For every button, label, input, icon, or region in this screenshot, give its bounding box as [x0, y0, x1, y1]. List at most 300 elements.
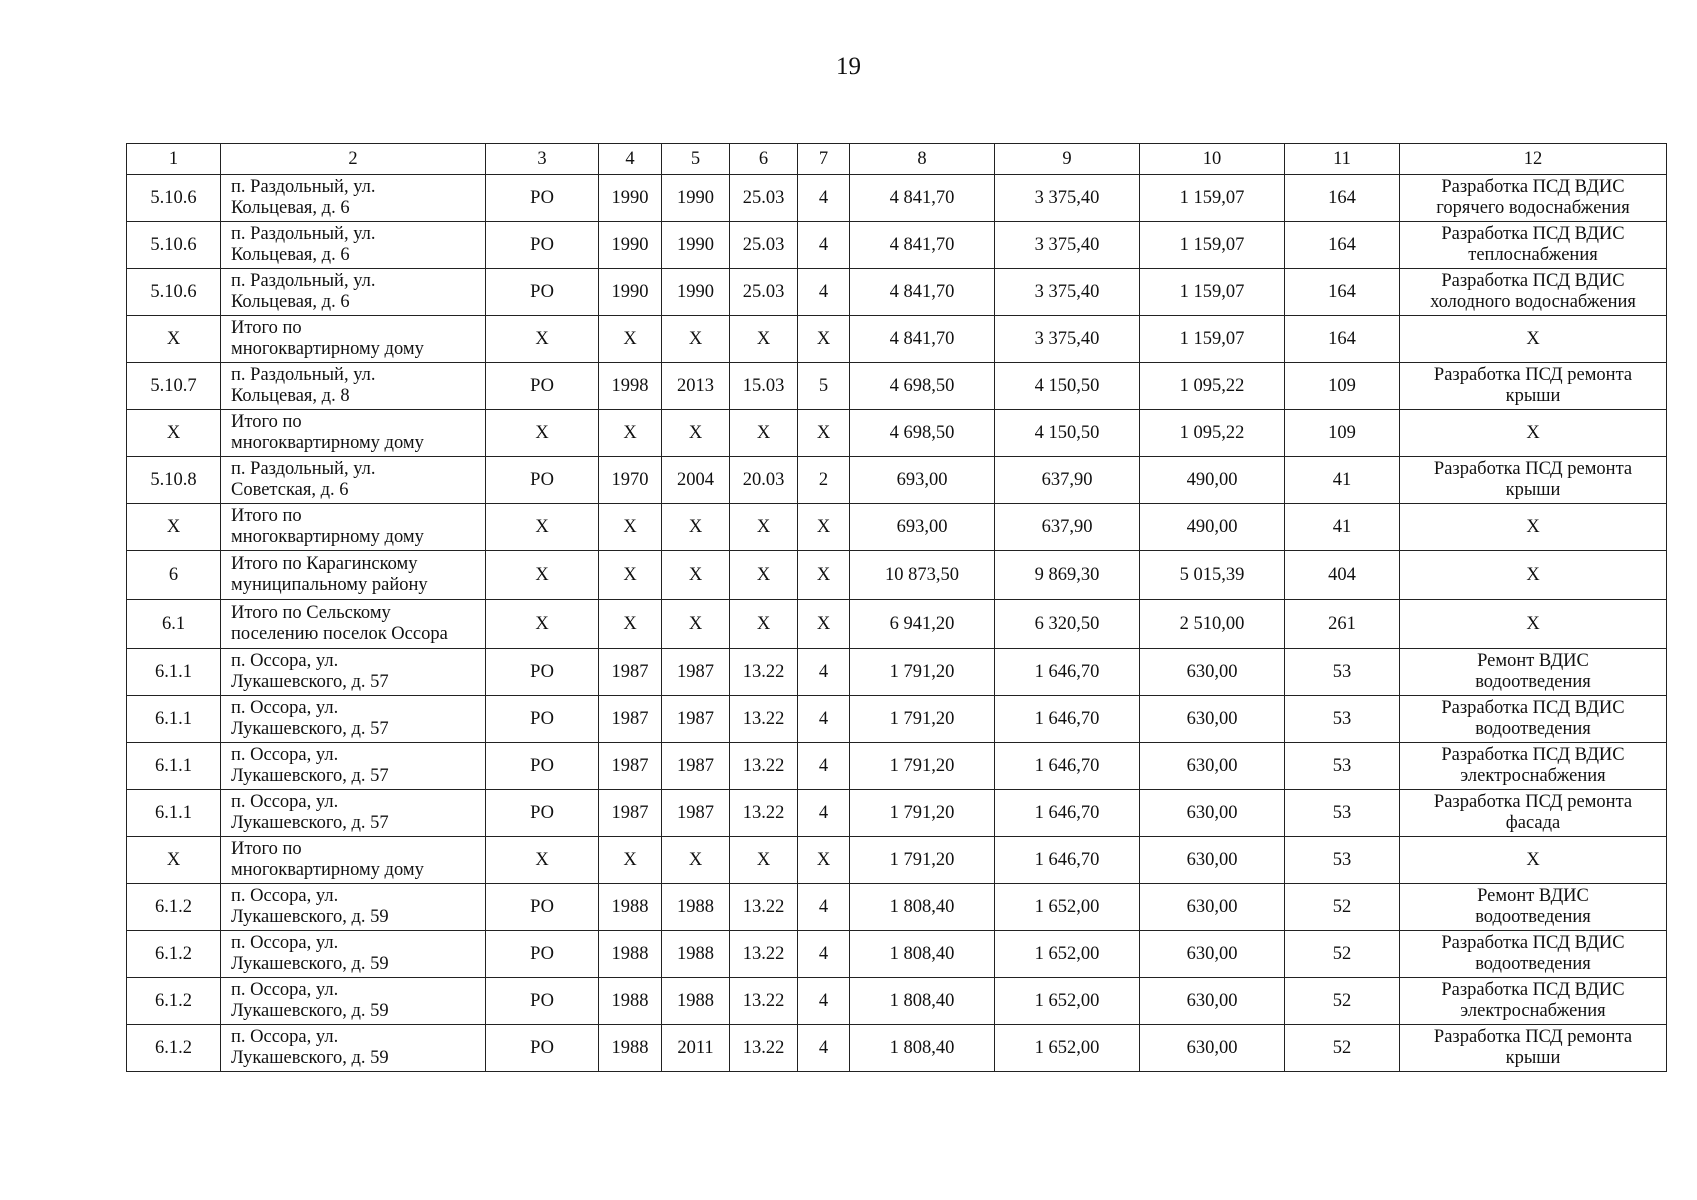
wall-material-cell: 15.03: [730, 363, 798, 410]
year-built-cell: Х: [599, 316, 662, 363]
column-number-12: 12: [1400, 144, 1667, 175]
floors-cell: 4: [798, 222, 850, 269]
year-renovated-cell: Х: [662, 316, 730, 363]
owner-type-cell: РО: [486, 457, 599, 504]
year-built-cell: Х: [599, 837, 662, 884]
residents-cell: 41: [1285, 457, 1400, 504]
wall-material-cell: 13.22: [730, 884, 798, 931]
residential-area-cell: 1 646,70: [995, 837, 1140, 884]
table-row: [127, 837, 1667, 884]
address-line-1: п. Оссора, ул.: [231, 651, 339, 671]
total-area-cell: 1 808,40: [850, 931, 995, 978]
owner-type-cell: Х: [486, 600, 599, 649]
residents-cell: 52: [1285, 978, 1400, 1025]
work-type-line-1: Разработка ПСД ВДИС: [1441, 698, 1625, 718]
page-number: 19: [836, 53, 861, 80]
address-line-2: Лукашевского, д. 57: [231, 719, 389, 739]
nonresidential-area-cell: 630,00: [1140, 884, 1285, 931]
wall-material-cell: 20.03: [730, 457, 798, 504]
work-type-line-1: Х: [1526, 849, 1540, 870]
work-type-line-2: водоотведения: [1475, 907, 1591, 927]
work-type-cell: [1400, 884, 1667, 931]
owner-type-cell: Х: [486, 504, 599, 551]
work-type-line-2: фасада: [1505, 813, 1561, 833]
total-area-cell: 4 698,50: [850, 363, 995, 410]
work-type-line-1: Разработка ПСД ремонта: [1433, 792, 1633, 812]
wall-material-cell: 25.03: [730, 175, 798, 222]
work-type-line-2: крыши: [1505, 480, 1561, 500]
year-built-cell: 1988: [599, 931, 662, 978]
nonresidential-area-cell: 1 159,07: [1140, 222, 1285, 269]
address-cell: [221, 551, 486, 600]
residential-area-cell: 637,90: [995, 504, 1140, 551]
address-cell: [221, 1025, 486, 1072]
year-renovated-cell: 1988: [662, 978, 730, 1025]
residents-cell: 109: [1285, 410, 1400, 457]
address-line-2: Лукашевского, д. 57: [231, 672, 389, 692]
address-line-2: Лукашевского, д. 59: [231, 954, 389, 974]
work-type-line-1: Х: [1526, 613, 1540, 634]
address-line-2: Лукашевского, д. 57: [231, 766, 389, 786]
row-number-cell: 6.1.2: [127, 931, 221, 978]
table-row: [127, 600, 1667, 649]
floors-cell: Х: [798, 504, 850, 551]
nonresidential-area-cell: 1 159,07: [1140, 175, 1285, 222]
column-number-1: 1: [127, 144, 221, 175]
wall-material-cell: 13.22: [730, 743, 798, 790]
owner-type-cell: РО: [486, 269, 599, 316]
year-renovated-cell: 1990: [662, 269, 730, 316]
table-row: [127, 931, 1667, 978]
residential-area-cell: 637,90: [995, 457, 1140, 504]
wall-material-cell: Х: [730, 316, 798, 363]
row-number-cell: 6.1.1: [127, 743, 221, 790]
address-cell: [221, 504, 486, 551]
total-area-cell: 4 841,70: [850, 269, 995, 316]
wall-material-cell: Х: [730, 600, 798, 649]
work-type-line-1: Х: [1526, 328, 1540, 349]
row-number-cell: 5.10.6: [127, 269, 221, 316]
total-area-cell: 693,00: [850, 457, 995, 504]
work-type-line-1: Разработка ПСД ВДИС: [1441, 745, 1625, 765]
year-built-cell: 1987: [599, 649, 662, 696]
work-type-line-1: Разработка ПСД ремонта: [1433, 459, 1633, 479]
address-line-2: Лукашевского, д. 59: [231, 907, 389, 927]
residential-area-cell: 4 150,50: [995, 410, 1140, 457]
year-renovated-cell: Х: [662, 551, 730, 600]
address-cell: [221, 696, 486, 743]
year-renovated-cell: Х: [662, 837, 730, 884]
residents-cell: 261: [1285, 600, 1400, 649]
address-cell: [221, 978, 486, 1025]
total-area-cell: 6 941,20: [850, 600, 995, 649]
row-number-cell: Х: [127, 316, 221, 363]
floors-cell: Х: [798, 600, 850, 649]
year-built-cell: 1970: [599, 457, 662, 504]
residents-cell: 109: [1285, 363, 1400, 410]
work-type-line-1: Разработка ПСД ВДИС: [1441, 933, 1625, 953]
address-line-2: многоквартирному дому: [231, 527, 424, 547]
floors-cell: Х: [798, 316, 850, 363]
floors-cell: 4: [798, 696, 850, 743]
wall-material-cell: 25.03: [730, 269, 798, 316]
work-type-line-2: холодного водоснабжения: [1430, 292, 1636, 312]
column-number-5: 5: [662, 144, 730, 175]
year-built-cell: 1987: [599, 743, 662, 790]
address-cell: [221, 649, 486, 696]
address-line-1: п. Раздольный, ул.: [231, 224, 376, 244]
year-renovated-cell: 1990: [662, 222, 730, 269]
nonresidential-area-cell: 630,00: [1140, 837, 1285, 884]
address-line-2: Кольцевая, д. 8: [231, 386, 350, 406]
floors-cell: Х: [798, 410, 850, 457]
work-type-line-2: электроснабжения: [1460, 766, 1606, 786]
year-renovated-cell: 1987: [662, 649, 730, 696]
owner-type-cell: РО: [486, 363, 599, 410]
address-line-1: п. Оссора, ул.: [231, 1027, 339, 1047]
address-cell: [221, 931, 486, 978]
floors-cell: 4: [798, 269, 850, 316]
address-line-1: Итого по Сельскому: [231, 603, 391, 623]
row-number-cell: 6.1.2: [127, 1025, 221, 1072]
column-number-4: 4: [599, 144, 662, 175]
work-type-cell: [1400, 931, 1667, 978]
row-number-cell: Х: [127, 837, 221, 884]
nonresidential-area-cell: 5 015,39: [1140, 551, 1285, 600]
row-number-cell: 6.1.2: [127, 978, 221, 1025]
work-type-cell: [1400, 175, 1667, 222]
work-type-cell: [1400, 504, 1667, 551]
owner-type-cell: РО: [486, 884, 599, 931]
nonresidential-area-cell: 630,00: [1140, 978, 1285, 1025]
residents-cell: 164: [1285, 175, 1400, 222]
column-number-3: 3: [486, 144, 599, 175]
work-type-cell: [1400, 1025, 1667, 1072]
year-built-cell: 1987: [599, 696, 662, 743]
work-type-cell: [1400, 363, 1667, 410]
nonresidential-area-cell: 2 510,00: [1140, 600, 1285, 649]
residents-cell: 404: [1285, 551, 1400, 600]
floors-cell: 4: [798, 884, 850, 931]
address-line-2: Лукашевского, д. 59: [231, 1001, 389, 1021]
address-line-1: Итого по: [231, 839, 302, 859]
floors-cell: 4: [798, 978, 850, 1025]
work-type-line-1: Х: [1526, 516, 1540, 537]
owner-type-cell: Х: [486, 551, 599, 600]
column-number-11: 11: [1285, 144, 1400, 175]
work-type-cell: [1400, 410, 1667, 457]
floors-cell: 4: [798, 175, 850, 222]
address-line-1: Итого по: [231, 318, 302, 338]
owner-type-cell: РО: [486, 1025, 599, 1072]
owner-type-cell: РО: [486, 222, 599, 269]
year-renovated-cell: 2011: [662, 1025, 730, 1072]
table-row: [127, 269, 1667, 316]
work-type-line-2: водоотведения: [1475, 719, 1591, 739]
total-area-cell: 4 841,70: [850, 175, 995, 222]
residents-cell: 53: [1285, 790, 1400, 837]
year-renovated-cell: Х: [662, 600, 730, 649]
work-type-cell: [1400, 457, 1667, 504]
nonresidential-area-cell: 630,00: [1140, 1025, 1285, 1072]
residential-area-cell: 3 375,40: [995, 175, 1140, 222]
residents-cell: 53: [1285, 696, 1400, 743]
work-type-line-1: Разработка ПСД ремонта: [1433, 365, 1633, 385]
address-line-2: Кольцевая, д. 6: [231, 292, 350, 312]
year-built-cell: 1990: [599, 175, 662, 222]
work-type-line-2: крыши: [1505, 386, 1561, 406]
work-type-cell: [1400, 743, 1667, 790]
table-row: [127, 551, 1667, 600]
year-built-cell: 1987: [599, 790, 662, 837]
residential-area-cell: 1 646,70: [995, 649, 1140, 696]
column-number-9: 9: [995, 144, 1140, 175]
wall-material-cell: Х: [730, 837, 798, 884]
year-renovated-cell: Х: [662, 504, 730, 551]
year-built-cell: Х: [599, 410, 662, 457]
wall-material-cell: Х: [730, 410, 798, 457]
residential-area-cell: 6 320,50: [995, 600, 1140, 649]
address-line-1: п. Раздольный, ул.: [231, 177, 376, 197]
residents-cell: 53: [1285, 649, 1400, 696]
column-number-7: 7: [798, 144, 850, 175]
year-renovated-cell: 1987: [662, 743, 730, 790]
row-number-cell: 5.10.6: [127, 175, 221, 222]
floors-cell: 2: [798, 457, 850, 504]
total-area-cell: 1 791,20: [850, 790, 995, 837]
residential-area-cell: 3 375,40: [995, 269, 1140, 316]
residential-area-cell: 9 869,30: [995, 551, 1140, 600]
address-cell: [221, 457, 486, 504]
work-type-cell: [1400, 790, 1667, 837]
work-type-line-1: Разработка ПСД ВДИС: [1441, 224, 1625, 244]
table-row: [127, 457, 1667, 504]
total-area-cell: 1 791,20: [850, 696, 995, 743]
owner-type-cell: РО: [486, 696, 599, 743]
address-line-2: Советская, д. 6: [231, 480, 349, 500]
work-type-cell: [1400, 978, 1667, 1025]
year-built-cell: Х: [599, 551, 662, 600]
column-number-6: 6: [730, 144, 798, 175]
address-cell: [221, 269, 486, 316]
floors-cell: 4: [798, 790, 850, 837]
total-area-cell: 4 698,50: [850, 410, 995, 457]
residential-area-cell: 1 652,00: [995, 978, 1140, 1025]
work-type-cell: [1400, 600, 1667, 649]
work-type-line-1: Х: [1526, 422, 1540, 443]
address-line-1: п. Раздольный, ул.: [231, 365, 376, 385]
year-built-cell: 1988: [599, 1025, 662, 1072]
total-area-cell: 1 808,40: [850, 978, 995, 1025]
year-built-cell: 1988: [599, 884, 662, 931]
floors-cell: 5: [798, 363, 850, 410]
residents-cell: 52: [1285, 884, 1400, 931]
owner-type-cell: РО: [486, 743, 599, 790]
table-body: [127, 175, 1667, 1072]
year-renovated-cell: 1988: [662, 884, 730, 931]
total-area-cell: 693,00: [850, 504, 995, 551]
total-area-cell: 1 791,20: [850, 649, 995, 696]
table-row: [127, 884, 1667, 931]
address-line-1: п. Оссора, ул.: [231, 980, 339, 1000]
year-built-cell: 1988: [599, 978, 662, 1025]
table-row: [127, 1025, 1667, 1072]
address-cell: [221, 175, 486, 222]
nonresidential-area-cell: 630,00: [1140, 743, 1285, 790]
work-type-line-2: водоотведения: [1475, 672, 1591, 692]
address-cell: [221, 363, 486, 410]
row-number-cell: 6.1.1: [127, 649, 221, 696]
residents-cell: 164: [1285, 269, 1400, 316]
owner-type-cell: Х: [486, 410, 599, 457]
address-line-2: Лукашевского, д. 59: [231, 1048, 389, 1068]
nonresidential-area-cell: 490,00: [1140, 457, 1285, 504]
table-row: [127, 222, 1667, 269]
work-type-cell: [1400, 316, 1667, 363]
nonresidential-area-cell: 1 095,22: [1140, 363, 1285, 410]
residential-area-cell: 4 150,50: [995, 363, 1140, 410]
row-number-cell: 6.1.1: [127, 790, 221, 837]
row-number-cell: 6.1.2: [127, 884, 221, 931]
row-number-cell: 6.1: [127, 600, 221, 649]
year-renovated-cell: 2013: [662, 363, 730, 410]
address-line-2: муниципальному району: [231, 575, 428, 595]
table-row: [127, 316, 1667, 363]
row-number-cell: 5.10.8: [127, 457, 221, 504]
nonresidential-area-cell: 630,00: [1140, 790, 1285, 837]
owner-type-cell: РО: [486, 175, 599, 222]
address-line-1: Итого по: [231, 506, 302, 526]
work-type-cell: [1400, 269, 1667, 316]
wall-material-cell: 13.22: [730, 1025, 798, 1072]
total-area-cell: 4 841,70: [850, 316, 995, 363]
year-built-cell: Х: [599, 504, 662, 551]
wall-material-cell: 13.22: [730, 931, 798, 978]
work-type-line-2: горячего водоснабжения: [1436, 198, 1630, 218]
work-type-cell: [1400, 649, 1667, 696]
address-line-1: Итого по Карагинскому: [231, 554, 418, 574]
residential-area-cell: 1 652,00: [995, 931, 1140, 978]
address-cell: [221, 743, 486, 790]
column-number-10: 10: [1140, 144, 1285, 175]
nonresidential-area-cell: 1 159,07: [1140, 316, 1285, 363]
address-line-1: п. Оссора, ул.: [231, 886, 339, 906]
address-line-1: п. Оссора, ул.: [231, 698, 339, 718]
wall-material-cell: 25.03: [730, 222, 798, 269]
table-row: [127, 363, 1667, 410]
row-number-cell: 5.10.6: [127, 222, 221, 269]
work-type-line-1: Разработка ПСД ремонта: [1433, 1027, 1633, 1047]
wall-material-cell: 13.22: [730, 978, 798, 1025]
work-type-line-1: Разработка ПСД ВДИС: [1441, 271, 1625, 291]
row-number-cell: Х: [127, 504, 221, 551]
total-area-cell: 1 808,40: [850, 884, 995, 931]
residents-cell: 53: [1285, 743, 1400, 790]
floors-cell: Х: [798, 551, 850, 600]
address-line-1: п. Раздольный, ул.: [231, 271, 376, 291]
year-renovated-cell: 1988: [662, 931, 730, 978]
work-type-line-2: теплоснабжения: [1468, 245, 1598, 265]
work-type-cell: [1400, 551, 1667, 600]
year-renovated-cell: 2004: [662, 457, 730, 504]
address-line-2: многоквартирному дому: [231, 433, 424, 453]
address-line-1: п. Оссора, ул.: [231, 745, 339, 765]
floors-cell: Х: [798, 837, 850, 884]
address-cell: [221, 790, 486, 837]
year-renovated-cell: 1987: [662, 790, 730, 837]
work-type-line-1: Разработка ПСД ВДИС: [1441, 177, 1625, 197]
column-number-2: 2: [221, 144, 486, 175]
wall-material-cell: 13.22: [730, 696, 798, 743]
address-line-2: многоквартирному дому: [231, 860, 424, 880]
wall-material-cell: 13.22: [730, 790, 798, 837]
address-cell: [221, 884, 486, 931]
owner-type-cell: РО: [486, 931, 599, 978]
year-built-cell: Х: [599, 600, 662, 649]
owner-type-cell: РО: [486, 978, 599, 1025]
year-renovated-cell: 1990: [662, 175, 730, 222]
residential-area-cell: 3 375,40: [995, 316, 1140, 363]
work-type-cell: [1400, 837, 1667, 884]
wall-material-cell: Х: [730, 551, 798, 600]
row-number-cell: 6.1.1: [127, 696, 221, 743]
table-row: [127, 978, 1667, 1025]
total-area-cell: 1 791,20: [850, 837, 995, 884]
table-row: [127, 410, 1667, 457]
table-row: [127, 743, 1667, 790]
total-area-cell: 1 808,40: [850, 1025, 995, 1072]
floors-cell: 4: [798, 743, 850, 790]
nonresidential-area-cell: 1 095,22: [1140, 410, 1285, 457]
owner-type-cell: Х: [486, 316, 599, 363]
wall-material-cell: 13.22: [730, 649, 798, 696]
owner-type-cell: Х: [486, 837, 599, 884]
floors-cell: 4: [798, 649, 850, 696]
owner-type-cell: РО: [486, 649, 599, 696]
nonresidential-area-cell: 1 159,07: [1140, 269, 1285, 316]
work-type-line-1: Разработка ПСД ВДИС: [1441, 980, 1625, 1000]
address-line-1: п. Раздольный, ул.: [231, 459, 376, 479]
address-line-2: многоквартирному дому: [231, 339, 424, 359]
address-line-1: п. Оссора, ул.: [231, 933, 339, 953]
total-area-cell: 4 841,70: [850, 222, 995, 269]
residential-area-cell: 1 652,00: [995, 1025, 1140, 1072]
total-area-cell: 1 791,20: [850, 743, 995, 790]
floors-cell: 4: [798, 931, 850, 978]
address-line-2: Лукашевского, д. 57: [231, 813, 389, 833]
address-cell: [221, 837, 486, 884]
row-number-cell: Х: [127, 410, 221, 457]
work-type-line-2: водоотведения: [1475, 954, 1591, 974]
table-header-row: [127, 144, 1667, 175]
work-type-line-2: крыши: [1505, 1048, 1561, 1068]
nonresidential-area-cell: 490,00: [1140, 504, 1285, 551]
residents-cell: 164: [1285, 222, 1400, 269]
table-row: [127, 696, 1667, 743]
nonresidential-area-cell: 630,00: [1140, 649, 1285, 696]
residents-cell: 41: [1285, 504, 1400, 551]
residential-area-cell: 1 646,70: [995, 743, 1140, 790]
nonresidential-area-cell: 630,00: [1140, 696, 1285, 743]
column-number-8: 8: [850, 144, 995, 175]
address-line-2: поселению поселок Оссора: [231, 624, 448, 644]
residents-cell: 53: [1285, 837, 1400, 884]
residents-cell: 164: [1285, 316, 1400, 363]
total-area-cell: 10 873,50: [850, 551, 995, 600]
table-row: [127, 175, 1667, 222]
work-type-line-1: Х: [1526, 564, 1540, 585]
residential-area-cell: 1 652,00: [995, 884, 1140, 931]
